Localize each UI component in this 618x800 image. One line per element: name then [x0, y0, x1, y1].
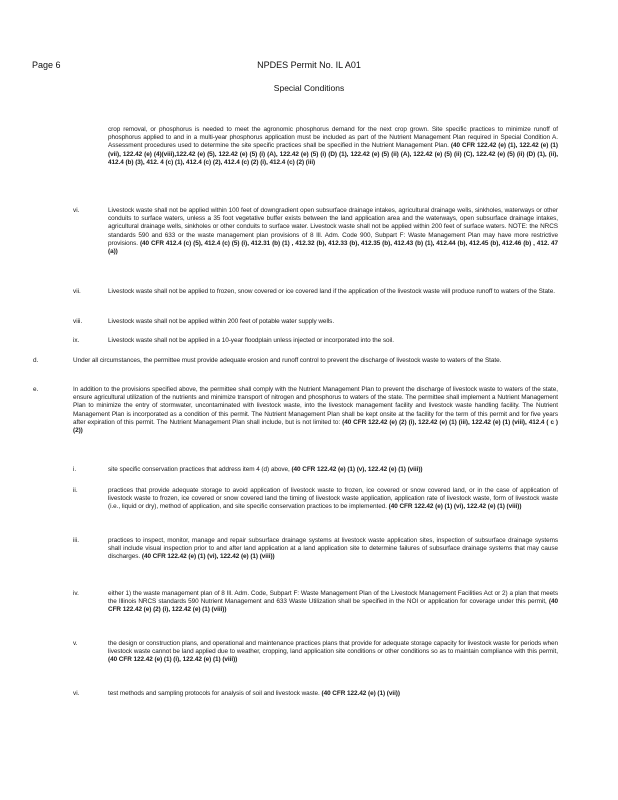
item-label: ix.: [73, 337, 80, 344]
item-e-iv: [108, 590, 558, 615]
paragraph-text: the design or construction plans, and operational and maintenance practices plans that provide for adequate storage capacity for livestock waste for periods when livestock waste cannot be land applied due to weather, cropping, land application site conditions or other conditions so as to maintain compliance with this permit,: [108, 640, 558, 656]
paragraph-text: Livestock waste shall not be applied within 200 feet of potable water supply wells.: [108, 318, 335, 325]
item-vii: [108, 288, 558, 296]
paragraph-text: Livestock waste shall not be applied to frozen, snow covered or ice covered land if the application of the livestock waste will produce runoff to waters of the State.: [108, 288, 555, 295]
citation: (40 CFR 122.42 (e) (1) (v), 122.42 (e) (1) (viii)): [291, 466, 423, 473]
citation: (40 CFR 122.42 (e) (2) (i), 122.42 (e) (1) (iii), 122.42 (e) (1) (viii), 412.4 ( c ) (2)): [73, 418, 559, 435]
paragraph-text: Under all circumstances, the permittee must provide adequate erosion and runoff control to prevent the discharge of livestock waste to waters of the State.: [73, 357, 502, 364]
citation: (40 CFR 122.42 (e) (1), 122.42 (e) (1) (vii), 122.42 (e) (4)(viii),122.42 (e) (5), 122.42 (e) (5) (i) (A), 122.42 (e) (5) (i) (D) (1), 122.42 (e) (5) (ii) (A), 122.42 (e) (5) (ii) (C), 122.42 (e) (5) (ii) (D) (1), (ii), 412.4 (b) (3), 412. 4 (c) (1), 412.4 (c) (2), 412.4 (c) (2) (i), 412.4 (c) (2) (iii): [108, 142, 558, 166]
paragraph-text: Livestock waste shall not be applied within 100 feet of downgradient open subsurface drainage intakes, agricultural drainage wells, sinkholes, waterways or other conduits to surface waters, unless a 35 foot vegetative buffer exists between the land application area and the waterways, open subsurface drainage intakes, agricultural drainage wells, sinkholes or other conduits to surface water. Livestock waste shall not be applied within 200 feet of surface waters. NOTE: the NRCS standards 590 and 633 or the waste management plan provisions of 8 Ill. Adm. Code 900, Subpart F: Waste Management Plan may have more restrictive provisions.: [108, 207, 558, 247]
item-viii: [108, 318, 558, 326]
paragraph-text: practices that provide adequate storage to avoid application of livestock waste to frozen, ice covered or snow covered land, or in the case of application of livestock waste to frozen, ice covered or snow covered land the timing of livestock waste application, application rate of livestock waste, form of livestock waste (i.e., liquid or dry), method of application, and site specific conservation practices to be implemented.: [108, 487, 558, 511]
section-title: Special Conditions: [273, 83, 345, 93]
item-label: vii.: [73, 288, 81, 295]
citation: (40 CFR 122.42 (e) (1) (vi), 122.42 (e) (1) (viii)): [388, 503, 522, 511]
item-e-ii: [108, 487, 558, 512]
item-label: iii.: [73, 537, 80, 544]
paragraph-text: practices to inspect, monitor, manage and repair subsurface drainage systems at livestock waste application sites, inspection of subsurface drainage systems shall include visual inspection prior to and after land application at a land application site to determine failures of subsurface drainage systems that may cause discharges.: [108, 537, 558, 561]
item-ix: [108, 337, 558, 345]
paragraph-text: In addition to the provisions specified above, the permittee shall comply with the Nutrient Management Plan to prevent the discharge of livestock waste to waters of the state, ensure agricultural utilization of the nutrients and minimize transport of nitrogen and phosphorus to waters of the state. The permittee shall implement a Nutrient Management Plan to minimize the entry of stormwater, uncontaminated with livestock waste, into the livestock management facility and livestock waste handling facility. The Nutrient Management Plan is incorporated as a condition of this permit. The Nutrient Management Plan shall be kept onsite at the facility for the term of this permit and for five years after expiration of this permit. The Nutrient Management Plan shall include, but is not limited to:: [73, 386, 558, 426]
item-e: [73, 386, 558, 435]
paragraph-text: site specific conservation practices that address item 4 (d) above,: [108, 466, 290, 473]
item-label: ii.: [73, 487, 78, 494]
item-d: [73, 357, 558, 365]
paragraph-text: test methods and sampling protocols for analysis of soil and livestock waste.: [108, 690, 320, 697]
paragraph-continuation: [108, 126, 558, 167]
item-e-v: [108, 640, 558, 665]
item-e-iii: [108, 537, 558, 562]
citation: (40 CFR 122.42 (e) (2) (i), 122.42 (e) (1) (viii)): [108, 598, 558, 614]
item-e-i: [108, 466, 558, 474]
item-label: v.: [73, 640, 78, 647]
item-label: iv.: [73, 590, 79, 597]
paragraph-text: either 1) the waste management plan of 8 Ill. Adm. Code, Subpart F: Waste Management Plan of the Livestock Management Facilities Act or 2) a plan that meets the Illinois NRCS standards 590 Nutrient Management and 633 Waste Utilization shall be specified in the NOI or application for coverage under this permit,: [108, 590, 558, 606]
citation: (40 CFR 122.42 (e) (1) (vi), 122.42 (e) (1) (viii)): [141, 553, 275, 561]
item-label: d.: [33, 357, 39, 364]
citation: (40 CFR 122.42 (e) (1) (i), 122.42 (e) (1) (viii)): [108, 656, 238, 664]
item-label: viii.: [73, 318, 83, 325]
citation: (40 CFR 412.4 (c) (5), 412.4 (c) (5) (i), 412.31 (b) (1) , 412.32 (b), 412.33 (b), 412.35 (b), 412.43 (b) (1), 412.44 (b), 412.45 (b), 412.46 (b) , 412. 47 (a)): [108, 239, 558, 256]
permit-title: NPDES Permit No. IL A01: [257, 60, 361, 70]
item-vi: [108, 207, 558, 256]
item-label: vi.: [73, 690, 80, 697]
paragraph-text: Livestock waste shall not be applied in a 10-year floodplain unless injected or incorporated into the soil.: [108, 337, 394, 344]
page-number: Page 6: [32, 60, 61, 70]
item-e-vi: [108, 690, 558, 698]
item-label: i.: [73, 466, 77, 473]
citation: (40 CFR 122.42 (e) (1) (vii)): [321, 690, 400, 697]
paragraph-text: crop removal, or phosphorus is needed to meet the agronomic phosphorus demand for the next crop grown. Site specific practices to minimize runoff of phosphorus applied to and in a multi-year phosphorus application must be included as part of the Nutrient Management Plan required in Special Condition A. Assessment procedures used to determine the site specific practices shall be specified in the Nutrient Management Plan.: [108, 126, 558, 150]
item-label: vi.: [73, 207, 80, 214]
item-label: e.: [33, 386, 39, 393]
